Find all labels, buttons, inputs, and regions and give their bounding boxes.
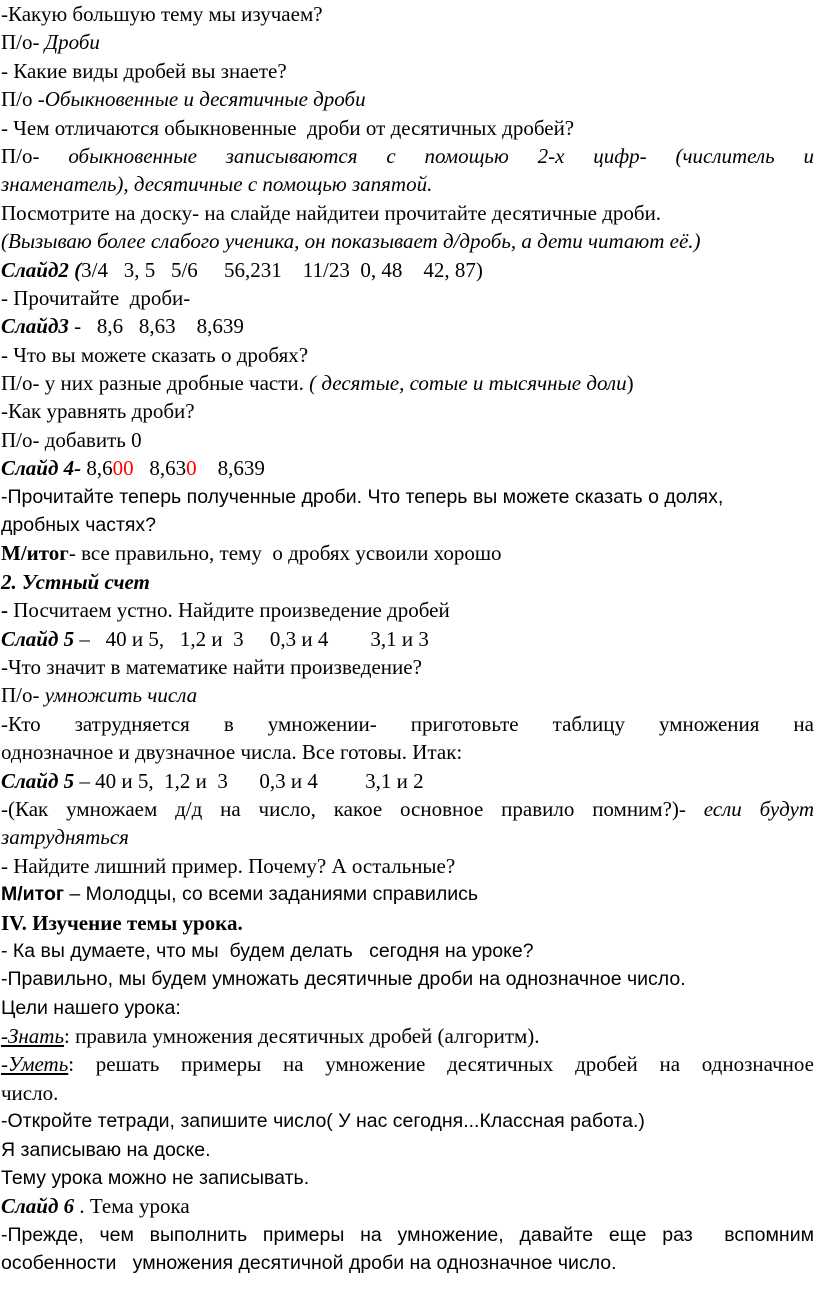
teacher-note: (Вызываю более слабого ученика, он показывает д/дробь, а дети читают её.)	[1, 229, 701, 254]
question-line-cont: затрудняться	[1, 825, 129, 850]
section-heading: 2. Устный счет	[1, 569, 150, 594]
goal-can: -Уметь: решать примеры на умножение десятичных дробей на однозначное	[1, 1052, 814, 1077]
question-line: - Найдите лишний пример. Почему? А остальные?	[1, 853, 456, 878]
summary-line: М/итог – Молодцы, со всеми заданиями справились	[1, 883, 479, 906]
instruction-line-cont: особенности умножения десятичной дроби на однозначное число.	[1, 1252, 617, 1275]
instruction-line: -Откройте тетради, запишите число( У нас сегодня...Классная работа.)	[1, 1110, 645, 1133]
instruction-line: Посмотрите на доску- на слайде найдитеи прочитайте десятичные дроби.	[1, 200, 662, 225]
instruction-line: -Прежде, чем выполнить примеры на умножение, давайте еще раз вспомним	[1, 1223, 814, 1246]
summary-line: М/итог- все правильно, тему о дробях усвоили хорошо	[1, 541, 502, 566]
goal-can-cont: число.	[1, 1080, 59, 1105]
instruction-line: - Посчитаем устно. Найдите произведение дробей	[1, 598, 450, 623]
added-zeros: 00	[112, 456, 134, 481]
goal-know: -Знать: правила умножения десятичных дробей (алгоритм).	[1, 1024, 540, 1049]
goals-heading: Цели нашего урока:	[1, 996, 181, 1019]
question-line: - Чем отличаются обыкновенные дроби от десятичных дробей?	[1, 115, 575, 140]
answer-line: П/о- умножить числа	[1, 683, 198, 708]
question-line: -Как уравнять дроби?	[1, 399, 195, 424]
slide-line: Слайд 5 – 40 и 5, 1,2 и 3 0,3 и 4 3,1 и 3	[1, 626, 429, 651]
instruction-line-cont: однозначное и двузначное числа. Все готовы. Итак:	[1, 740, 463, 765]
answer-line: П/о- Дроби	[1, 30, 100, 55]
slide-line: Слайд3 - 8,6 8,63 8,639	[1, 314, 244, 339]
instruction-line: -Кто затрудняется в умножении- приготовьте таблицу умножения на	[1, 711, 814, 736]
answer-line: П/о -Обыкновенные и десятичные дроби	[1, 87, 366, 112]
answer-line-cont: знаменатель), десятичные с помощью запятой.	[1, 172, 433, 197]
statement-line: Я записываю на доске.	[1, 1138, 211, 1161]
question-line: -Какую большую тему мы изучаем?	[1, 2, 323, 26]
question-line: - Ка вы думаете, что мы будем делать сегодня на уроке?	[1, 939, 534, 962]
question-line: -Что значит в математике найти произведение?	[1, 654, 422, 679]
statement-line: -Правильно, мы будем умножать десятичные дроби на однозначное число.	[1, 968, 686, 991]
instruction-line: -Прочитайте теперь полученные дроби. Что теперь вы можете сказать о долях,	[1, 485, 724, 508]
question-line: - Прочитайте дроби-	[1, 285, 191, 310]
question-line: - Какие виды дробей вы знаете?	[1, 58, 287, 83]
answer-line: П/о- обыкновенные записываются с помощью 2-х цифр- (числитель и	[1, 143, 814, 168]
slide-line: Слайд 6 . Тема урока	[1, 1194, 190, 1219]
question-line: -(Как умножаем д/д на число, какое основное правило помним?)- если будут	[1, 796, 814, 821]
question-line: - Что вы можете сказать о дробях?	[1, 342, 309, 367]
statement-line: Тему урока можно не записывать.	[1, 1167, 310, 1190]
section-heading: IV. Изучение темы урока.	[1, 910, 243, 935]
slide-line: Слайд2 (3/4 3, 5 5/6 56,231 11/23 0, 48 42, 87)	[1, 257, 483, 282]
answer-line: П/о- у них разные дробные части. ( десятые, сотые и тысячные доли)	[1, 371, 634, 396]
answer-line: П/о- добавить 0	[1, 427, 142, 452]
added-zero: 0	[186, 456, 197, 481]
slide-line: Слайд 5 – 40 и 5, 1,2 и 3 0,3 и 4 3,1 и 2	[1, 768, 424, 793]
instruction-line-cont: дробных частях?	[1, 514, 157, 537]
slide-line: Слайд 4- 8,600 8,630 8,639	[1, 456, 265, 481]
